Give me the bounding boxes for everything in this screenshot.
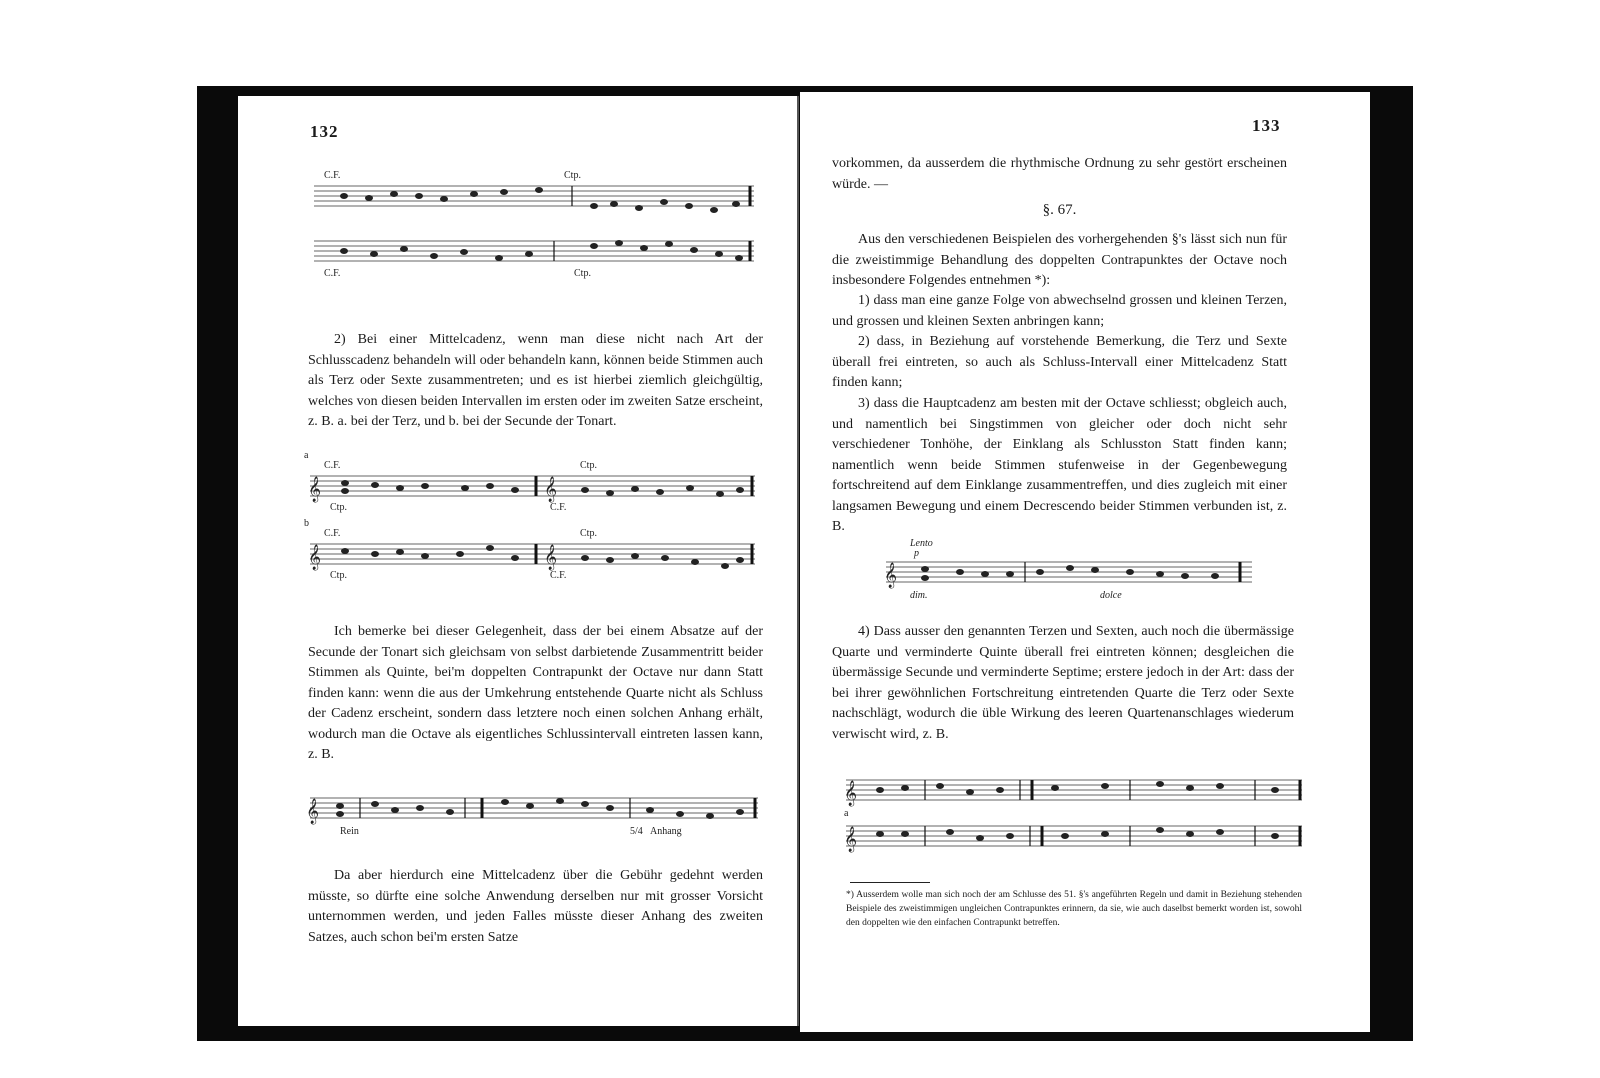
label-ctp-6: Ctp. (330, 570, 347, 581)
label-ctp-1: Ctp. (564, 170, 581, 181)
paragraph-2: 2) Bei einer Mittelcadenz, wenn man diese nicht nach Art der Schlusscadenz behandeln will oder behandeln kann, können beide Stimmen auch als Terz oder Sexte zusammentreten; und es ist hierbei ziemlich gleichgültig, welches von diesen beiden Intervallen im ersten oder im zweiten Satze erscheint, z. B. a. bei der Terz, und b. bei der Secunde der Tonart. (308, 332, 763, 429)
label-cf-1: C.F. (324, 170, 341, 181)
label-cf-5: C.F. (324, 528, 341, 539)
continuation-text: vorkommen, da ausserdem die rhythmische Ordnung zu sehr gestört erscheinen würde. — (832, 156, 1287, 192)
left-page (238, 96, 798, 1026)
section-heading: §. 67. (1042, 202, 1077, 218)
label-dim: dim. (910, 590, 928, 601)
svg-text:𝄞: 𝄞 (308, 477, 322, 502)
music-example-3 (300, 784, 770, 848)
svg-text:𝄞: 𝄞 (884, 563, 898, 588)
item-4: 4) Dass ausser den genannten Terzen und Sexten, auch noch die übermässige Quarte und verminderte Quinte überall frei eintreten können; desgleichen die übermässige Secunde und verminderte Septime; erstere jedoch in der Art: dass der bei ihrer gewöhnlichen Fortschreitung eintretenden Quarte die Terz oder Sexte nachschlägt, wodurch die üble Wirkung des leeren Quartenanschlages wiederum verwischt wird, z. B. (832, 624, 1294, 742)
item-3: 3) dass die Hauptcadenz am besten mit der Octave schliesst; obgleich auch, und namentlich bei Singstimmen von gleicher oder doch nicht sehr verschiedener Tonhöhe, der Einklang als Schlusston Statt finden kann; namentlich wenn beide Stimmen stufenweise in der Gegenbewegung fortschreitend auf dem Einklange zusammentreffen, und dies zugleich mit einer langsamen Bewegung und einem Decrescendo beider Stimmen verbunden ist, z. B. (832, 396, 1287, 534)
intro-paragraph: Aus den verschiedenen Beispielen des vorhergehenden §'s lässt sich nun für die zweistimmige Behandlung des doppelten Contrapunktes der Octave noch insbesondere Folgendes entnehmen *): (832, 232, 1287, 288)
music-example-5 (840, 768, 1310, 868)
label-cf-3: C.F. (324, 460, 341, 471)
label-cf-4: C.F. (550, 502, 567, 513)
label-rein: Rein (340, 826, 359, 837)
music-example-4 (880, 536, 1260, 606)
label-a-right: a (844, 808, 849, 819)
svg-text:𝄞: 𝄞 (844, 781, 858, 806)
label-b: b (304, 518, 309, 529)
footnote: *) Ausserdem wolle man sich noch der am Schlusse des 51. §'s angeführten Regeln und damit in Beziehung stehenden Beispiele des zweistimmigen ungleichen Contrapunktes erinnern, da sie, wie auch daselbst bemerkt worden ist, sowohl den doppelten wie den einfachen Contrapunkt betreffen. (846, 890, 1302, 928)
paragraph-4: Da aber hierdurch eine Mittelcadenz über die Gebühr gedehnt werden müsste, so dürfte eine solche Anwendung derselben nur mit grosser Vorsicht unternommen werden, und jeden Falles müsste dieser Anhang des zweiten Satzes, auch schon bei'm ersten Satze (308, 868, 763, 945)
label-cf-2: C.F. (324, 268, 341, 279)
svg-text:𝄞: 𝄞 (306, 799, 320, 824)
svg-text:𝄞: 𝄞 (544, 545, 558, 570)
label-cf-6: C.F. (550, 570, 567, 581)
label-p: p (914, 548, 919, 559)
label-a: a (304, 450, 309, 461)
label-dolce: dolce (1100, 590, 1122, 601)
label-ctp-4: Ctp. (330, 502, 347, 513)
right-page (800, 92, 1370, 1032)
label-quinte: 5/4 (630, 826, 643, 837)
page-gutter (797, 96, 799, 1026)
label-anhang: Anhang (650, 826, 682, 837)
svg-text:𝄞: 𝄞 (308, 545, 322, 570)
music-example-1 (304, 166, 764, 286)
paragraph-3: Ich bemerke bei dieser Gelegenheit, dass der bei einem Absatze auf der Secunde der Tonart sich gleichsam von selbst darbietende Zusammentritt beider Stimmen als Quinte, bei'm doppelten Contrapunkt der Octave nur dann Statt finden kann: wenn die aus der Umkehrung entstehende Quarte nicht als Schluss der Cadenz erscheint, sondern dass letztere noch einen solchen Anhang erhält, wodurch man die Octave als eigentliches Schlussintervall eintreten lassen kann, z. B. (308, 624, 763, 762)
page-number-right: 133 (1252, 116, 1281, 135)
item-2: 2) dass, in Beziehung auf vorstehende Bemerkung, die Terz und Sexte überall frei eintreten, so auch als Schluss-Intervall einer Mittelcadenz Statt finden kann; (832, 334, 1287, 390)
label-ctp-5: Ctp. (580, 528, 597, 539)
svg-text:𝄞: 𝄞 (544, 477, 558, 502)
label-ctp-3: Ctp. (580, 460, 597, 471)
label-lento: Lento (910, 538, 933, 549)
label-ctp-2: Ctp. (574, 268, 591, 279)
item-1: 1) dass man eine ganze Folge von abwechselnd grossen und kleinen Terzen, und grossen und kleinen Sexten anbringen kann; (832, 293, 1287, 329)
footnote-rule (850, 882, 930, 883)
music-example-2 (300, 448, 770, 598)
staff-1-lower (314, 241, 754, 261)
page-number-left: 132 (310, 122, 339, 141)
staff-1-upper (314, 186, 754, 206)
svg-text:𝄞: 𝄞 (844, 827, 858, 852)
